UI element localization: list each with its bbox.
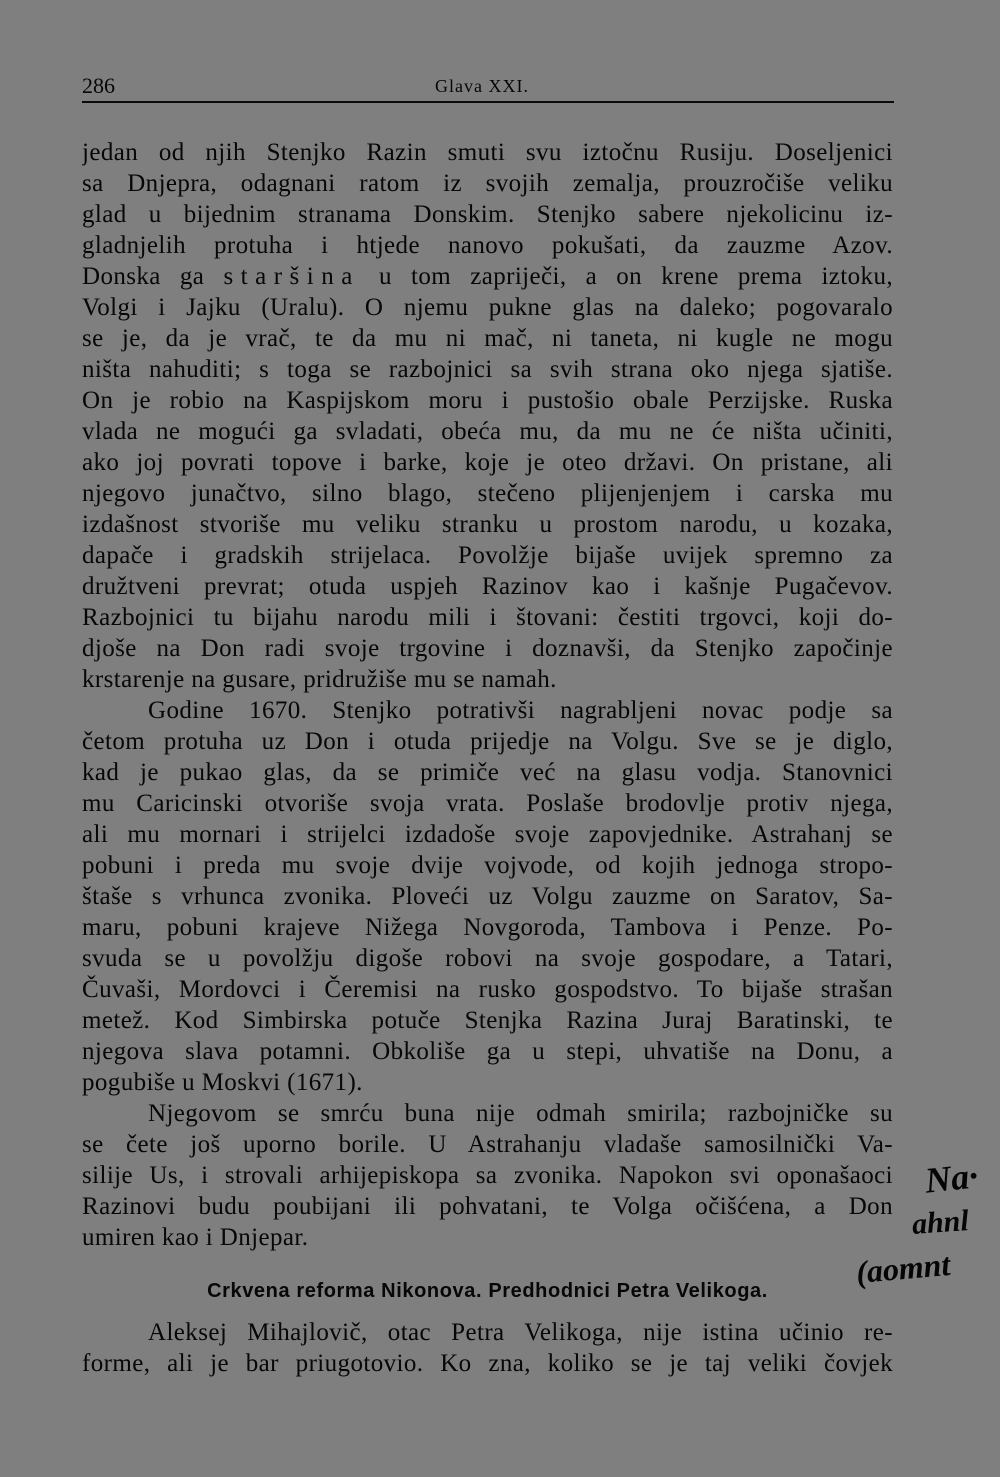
text-line: Godine 1670. Stenjko potrativši nagrabljeni novac podje sa <box>148 697 893 724</box>
text-line: ništa nahuditi; s toga se razbojnici sa svih strana oko njega sjatiše. <box>82 356 893 383</box>
text-line <box>82 261 893 292</box>
handwritten-marginalia: (aomnt <box>854 1245 952 1291</box>
body-text <box>82 137 893 1253</box>
text-line: djoše na Don radi svoje trgovine i doznavši, da Stenjko započinje <box>82 635 893 662</box>
text-line: kad je pukao glas, da se primiče već na glasu vodja. Stanovnici <box>82 759 893 786</box>
section-body <box>82 1317 893 1379</box>
text-line: se je, da je vrač, te da mu ni mač, ni taneta, ni kugle ne mogu <box>82 325 893 352</box>
text-line: svuda se u povolžju digoše robovi na svoje gospodare, a Tatari, <box>82 945 893 972</box>
spaced-emphasis: staršina <box>223 263 360 290</box>
text-line: On je robio na Kaspijskom moru i pustošio obale Perzijske. Ruska <box>82 387 893 414</box>
text-line: se čete još uporno borile. U Astrahanju vladaše samosilnički Va- <box>82 1131 893 1158</box>
text-segment: Donska ga <box>82 263 224 290</box>
text-line: njegovo junačtvo, silno blago, stečeno plijenjenjem i carska mu <box>82 480 893 507</box>
text-line: četom protuha uz Don i otuda prijedje na Volgu. Sve se je diglo, <box>82 728 893 755</box>
text-line: pobuni i preda mu svoje dvije vojvode, od kojih jednoga stropo- <box>82 852 893 879</box>
text-line: štaše s vrhunca zvonika. Ploveći uz Volgu zauzme on Saratov, Sa- <box>82 883 893 910</box>
text-line: mu Caricinski otvoriše svoja vrata. Poslaše brodovlje protiv njega, <box>82 790 893 817</box>
section-heading: Crkvena reforma Nikonova. Predhodnici Petra Velikoga. <box>207 1280 768 1302</box>
text-line: Aleksej Mihajlovič, otac Petra Velikoga, nije istina učinio re- <box>148 1319 893 1346</box>
text-line: Volgi i Jajku (Uralu). O njemu pukne glas na daleko; pogovaralo <box>82 294 893 321</box>
text-line: maru, pobuni krajeve Nižega Novgoroda, Tambova i Penze. Po- <box>82 914 893 941</box>
header-rule <box>82 101 894 103</box>
handwritten-marginalia: Na· <box>923 1155 980 1201</box>
page-number: 286 <box>82 73 115 98</box>
paragraph <box>82 1098 893 1253</box>
paragraph <box>82 137 893 695</box>
text-line: ako joj povrati topove i barke, koje je oteo državi. On pristane, ali <box>82 449 893 476</box>
text-line: sa Dnjepra, odagnani ratom iz svojih zemalja, prouzročiše veliku <box>82 170 893 197</box>
text-line: glad u bijednim stranama Donskim. Stenjko sabere njekolicinu iz- <box>82 201 893 228</box>
text-line: pogubiše u Moskvi (1671). <box>82 1069 363 1096</box>
text-line: izdašnost stvoriše mu veliku stranku u prostom narodu, u kozaka, <box>82 511 893 538</box>
text-line: Njegovom se smrću buna nije odmah smirila; razbojničke su <box>148 1100 893 1127</box>
handwritten-marginalia: ahnl <box>910 1204 970 1241</box>
text-line: družtveni prevrat; otuda uspjeh Razinov kao i kašnje Pugačevov. <box>82 573 893 600</box>
text-line: krstarenje na gusare, pridružiše mu se namah. <box>82 666 557 693</box>
text-line: njegova slava potamni. Obkoliše ga u stepi, uhvatiše na Donu, a <box>82 1038 893 1065</box>
text-line: metež. Kod Simbirska potuče Stenjka Razina Juraj Baratinski, te <box>82 1007 893 1034</box>
paragraph <box>82 695 893 1098</box>
text-line: Čuvaši, Mordovci i Čeremisi na rusko gospodstvo. To bijaše strašan <box>82 976 893 1003</box>
text-line: Razinovi budu poubijani ili pohvatani, te Volga očišćena, a Don <box>82 1193 893 1220</box>
text-line: jedan od njih Stenjko Razin smuti svu iztočnu Rusiju. Doseljenici <box>82 139 893 166</box>
text-line: forme, ali je bar priugotovio. Ko zna, koliko se je taj veliki čovjek <box>82 1350 893 1377</box>
text-line: ali mu mornari i strijelci izdadoše svoje zapovjednike. Astrahanj se <box>82 821 893 848</box>
text-line: Razbojnici tu bijahu narodu mili i štovani: čestiti trgovci, koji do- <box>82 604 893 631</box>
text-line: dapače i gradskih strijelaca. Povolžje bijaše uvijek spremno za <box>82 542 893 569</box>
text-line: umiren kao i Dnjepar. <box>82 1224 309 1251</box>
text-line: gladnjelih protuha i htjede nanovo pokušati, da zauzme Azov. <box>82 232 893 259</box>
text-line: vlada ne mogući ga svladati, obeća mu, da mu ne će ništa učiniti, <box>82 418 893 445</box>
running-title: Glava XXI. <box>435 76 529 96</box>
text-segment: u tom zapriječi, a on krene prema iztoku, <box>359 263 893 290</box>
text-line: silije Us, i strovali arhijepiskopa sa zvonika. Napokon svi oponašaoci <box>82 1162 893 1189</box>
paragraph <box>82 1317 893 1379</box>
